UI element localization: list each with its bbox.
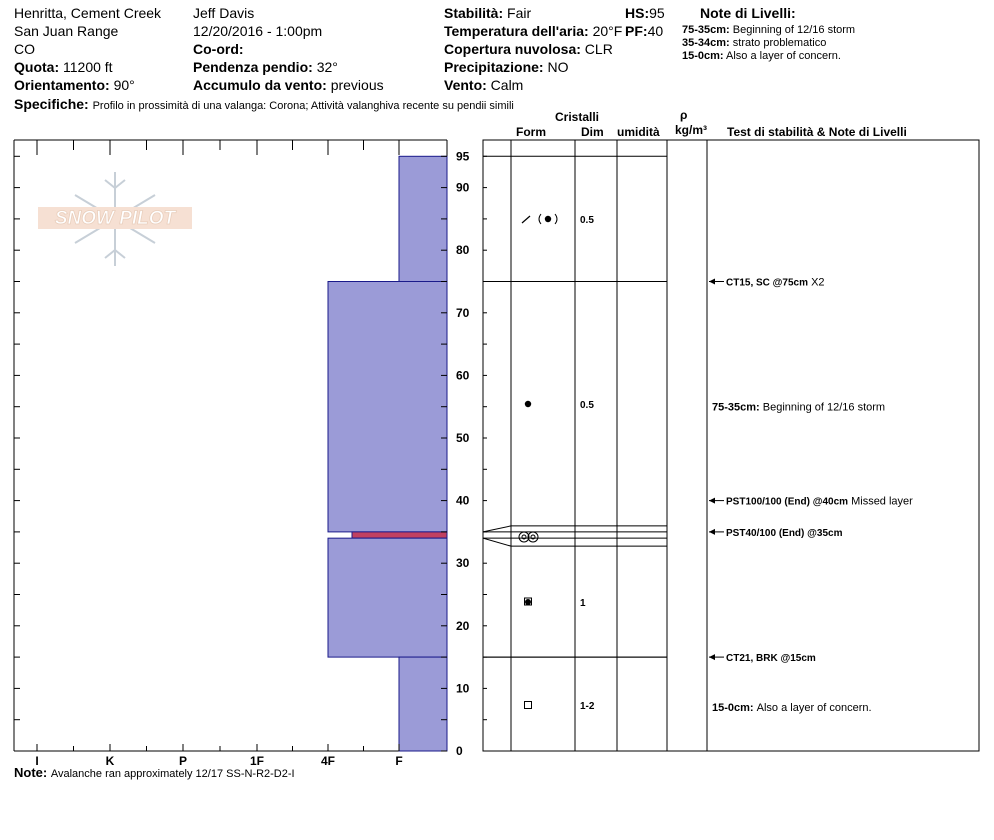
test-result-2: PST40/100 (End) @35cm	[726, 527, 843, 539]
location: Henritta, Cement Creek	[14, 5, 162, 21]
stability-label: Stabilità:	[444, 5, 504, 21]
hardness-bar-2	[352, 532, 447, 538]
hardness-label-1F: 1F	[249, 754, 265, 768]
snowpilot-logo	[38, 172, 192, 266]
thin-layer-connector-top	[483, 526, 511, 532]
dim-header: Dim	[581, 125, 604, 139]
hs-value: 95	[649, 5, 665, 21]
crystal-dim-3: 1	[580, 598, 586, 609]
chart-layer-note-0: 75-35cm: Beginning of 12/16 storm	[712, 401, 886, 414]
test-result-1: PST100/100 (End) @40cm Missed layer	[726, 495, 913, 508]
wind-loading-value: previous	[330, 77, 384, 93]
precip-label: Precipitazione:	[444, 59, 544, 75]
hardness-bar-4	[399, 657, 447, 751]
range: San Juan Range	[14, 23, 119, 39]
sky-label: Copertura nuvolosa:	[444, 41, 581, 57]
crystal-dim-1: 0.5	[580, 400, 594, 411]
test-result-0: CT15, SC @75cm X2	[726, 276, 825, 289]
y-label-0: 0	[456, 744, 463, 758]
note-text: Avalanche ran approximately 12/17 SS-N-R2-D2-I	[50, 768, 295, 780]
rounding-faceted-icon	[525, 598, 532, 605]
decomposing-fragments-icon	[522, 214, 557, 224]
hardness-label-I: I	[35, 754, 39, 768]
y-label-70: 70	[456, 305, 470, 320]
air-temp-value: 20°F	[592, 23, 623, 39]
hardness-label-P: P	[178, 754, 188, 768]
aspect-label: Orientamento:	[14, 77, 110, 93]
wind-label: Vento:	[444, 77, 487, 93]
footer-note	[14, 765, 295, 780]
specifics-value: Profilo in prossimità di una valanga: Corona; Attività valanghiva recente su pendii simili	[92, 100, 514, 112]
hs-label: HS:	[625, 5, 650, 21]
wind-value: Calm	[490, 77, 524, 93]
y-label-40: 40	[456, 493, 470, 508]
slope-label: Pendenza pendio:	[193, 59, 313, 75]
y-label-80: 80	[456, 243, 470, 258]
y-label-30: 30	[456, 556, 470, 571]
pf-label: PF:	[625, 23, 648, 39]
hardness-label-4F: 4F	[320, 754, 336, 768]
air-temp-label: Temperatura dell'aria:	[444, 23, 589, 39]
surface-hoar-icon	[519, 532, 538, 542]
hardness-label-F: F	[395, 754, 403, 768]
crystal-dim-4: 1-2	[580, 701, 595, 712]
hardness-bar-3	[328, 538, 447, 657]
y-label-10: 10	[456, 681, 470, 696]
layer-note-3: 15-0cm: Also a layer of concern.	[682, 50, 841, 62]
layer-notes-title: Note di Livelli:	[700, 5, 796, 21]
note-label: Note:	[14, 765, 48, 780]
y-label-50: 50	[456, 431, 470, 445]
thin-layer-connector-bottom	[483, 538, 511, 546]
wind-loading-label: Accumulo da vento:	[193, 77, 327, 93]
moisture-header: umidità	[617, 125, 660, 139]
y-label-20: 20	[456, 618, 470, 633]
test-arrow-head	[709, 279, 715, 285]
precip-value: NO	[547, 59, 569, 75]
test-result-3: CT21, BRK @15cm	[726, 653, 816, 665]
datetime: 12/20/2016 - 1:00pm	[193, 23, 323, 39]
y-label-95: 95	[456, 149, 470, 164]
density-unit: kg/m³	[675, 123, 708, 137]
stability-value: Fair	[507, 5, 532, 21]
elevation-value: 11200 ft	[63, 59, 113, 75]
rounded-grains-icon	[525, 401, 531, 407]
density-symbol: ρ	[680, 108, 688, 122]
chart-layer-note-1: 15-0cm: Also a layer of concern.	[712, 702, 872, 715]
faceted-crystals-icon	[525, 702, 532, 709]
y-label-60: 60	[456, 368, 470, 383]
crystal-dim-0: 0.5	[580, 215, 594, 226]
sky-value: CLR	[584, 41, 613, 57]
coord-label: Co-ord:	[193, 41, 244, 57]
form-header: Form	[516, 125, 546, 139]
layer-note-1: 75-35cm: Beginning of 12/16 storm	[682, 24, 856, 36]
elevation-label: Quota:	[14, 59, 60, 75]
layer-note-2: 35-34cm: strato problematico	[682, 37, 827, 49]
pf-value: 40	[647, 23, 664, 39]
hardness-bar-1	[328, 282, 447, 532]
state: CO	[14, 41, 35, 57]
test-arrow-head	[709, 529, 715, 535]
specifics-label: Specifiche:	[14, 96, 89, 112]
hardness-bar-0	[399, 156, 447, 281]
crystals-header: Cristalli	[555, 110, 600, 124]
logo-text: SNOW PILOT	[54, 208, 176, 229]
tests-header: Test di stabilità & Note di Livelli	[727, 125, 907, 139]
test-arrow-head	[709, 654, 715, 660]
hardness-label-K: K	[105, 754, 115, 768]
observer: Jeff Davis	[193, 5, 255, 21]
slope-value: 32°	[316, 59, 338, 75]
aspect-value: 90°	[113, 77, 135, 93]
y-label-90: 90	[456, 180, 470, 195]
test-arrow-head	[709, 498, 715, 504]
